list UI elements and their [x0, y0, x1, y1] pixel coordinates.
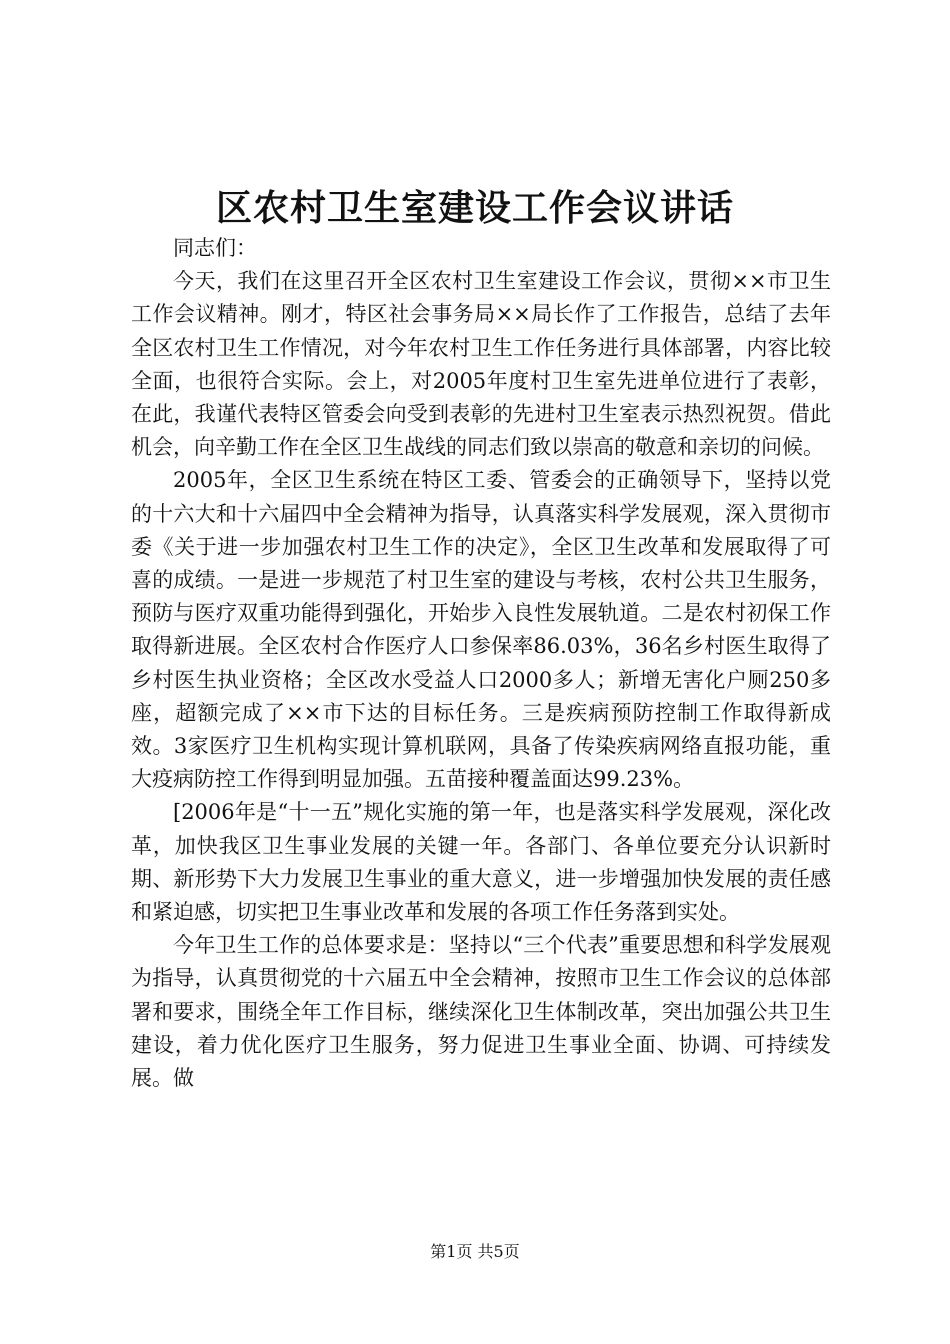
document-body [131, 232, 831, 1095]
page-footer: 第1页 共5页 [430, 1242, 520, 1261]
paragraph-4: 今年卫生工作的总体要求是：坚持以“三个代表”重要思想和科学发展观为指导，认真贯彻党的十六届五中全会精神，按照市卫生工作会议的总体部署和要求，围绕全年工作目标，继续深化卫生体制改革，突出加强公共卫生建设，着力优化医疗卫生服务，努力促进卫生事业全面、协调、可持续发展。做 [131, 933, 831, 1091]
paragraph-2: 2005年，全区卫生系统在特区工委、管委会的正确领导下，坚持以党的十六大和十六届四中全会精神为指导，认真落实科学发展观，深入贯彻市委《关于进一步加强农村卫生工作的决定》，全区卫生改革和发展取得了可喜的成绩。一是进一步规范了村卫生室的建设与考核，农村公共卫生服务，预防与医疗双重功能得到强化，开始步入良性发展轨道。二是农村初保工作取得新进展。全区农村合作医疗人口参保率86.03%，36名乡村医生取得了乡村医生执业资格；全区改水受益人口2000多人；新增无害化户厕250多座，超额完成了××市下达的目标任务。三是疾病预防控制工作取得新成效。3家医疗卫生机构实现计算机联网，具备了传染疾病网络直报功能，重大疫病防控工作得到明显加强。五苗接种覆盖面达99.23%。 [131, 468, 831, 792]
document-title: 区农村卫生室建设工作会议讲话 [215, 187, 734, 229]
paragraph-1: 今天，我们在这里召开全区农村卫生室建设工作会议，贯彻××市卫生工作会议精神。刚才，特区社会事务局××局长作了工作报告，总结了去年全区农村卫生工作情况，对今年农村卫生工作任务进行具体部署，内容比较全面，也很符合实际。会上，对2005年度村卫生室先进单位进行了表彰，在此，我谨代表特区管委会向受到表彰的先进村卫生室表示热烈祝贺。借此机会，向辛勤工作在全区卫生战线的同志们致以崇高的敬意和亲切的问候。 [131, 269, 831, 460]
paragraph-3: [2006年是“十一五”规化实施的第一年，也是落实科学发展观，深化改革，加快我区卫生事业发展的关键一年。各部门、各单位要充分认识新时期、新形势下大力发展卫生事业的重大意义，进一步增强加快发展的责任感和紧迫感，切实把卫生事业改革和发展的各项工作任务落到实处。 [131, 800, 831, 925]
greeting: 同志们： [173, 236, 257, 260]
